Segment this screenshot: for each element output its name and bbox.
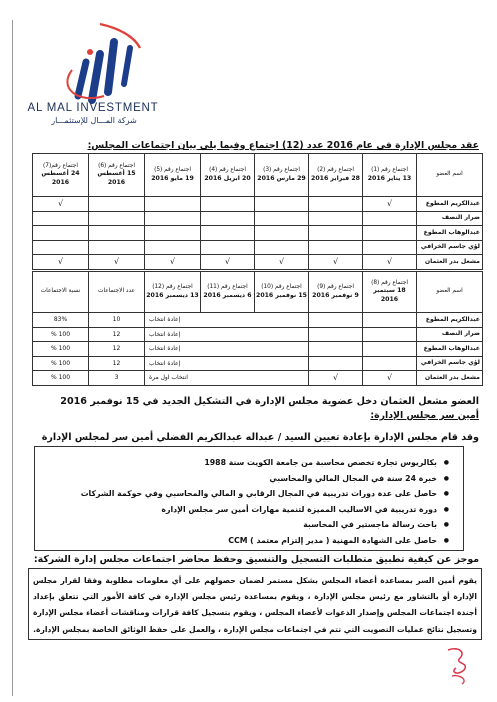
list-item: ● باحث رسالة ماجستير في المحاسبة (35, 517, 449, 533)
meeting-date: 13 يناير 2016 (367, 174, 412, 182)
table-row (33, 327, 483, 342)
attendance-ratio: 100 % (33, 342, 89, 357)
attendance-cell (201, 240, 255, 255)
table-header-row (33, 154, 483, 197)
meeting-header (201, 272, 255, 313)
table-header-row (33, 272, 483, 313)
attendance-cell: √ (363, 255, 417, 270)
member-name: عبدالوهاب المطوع (417, 226, 483, 241)
attendance-cell (255, 226, 309, 241)
election-note: إعادة انتخاب (145, 313, 309, 328)
table-row (33, 371, 483, 386)
attendance-ratio: 83% (33, 313, 89, 328)
table-row (33, 226, 483, 241)
attendance-cell (201, 197, 255, 212)
meeting-header (309, 272, 363, 313)
meeting-date: 20 ابريل 2016 (204, 174, 251, 182)
attendance-cell (363, 327, 417, 342)
meetings-headline: عقد مجلس الإدارة في عام 2016 عدد (12) اجتماع وفيما يلي بيان اجتماعات المجلس: (87, 140, 479, 151)
attendance-cell (363, 226, 417, 241)
attendance-cell (309, 327, 363, 342)
meeting-header (363, 272, 417, 313)
name-header: اسم العضو (417, 272, 483, 313)
meeting-date: 28 فبراير 2016 (311, 174, 360, 182)
attendance-cell (33, 211, 89, 226)
meeting-date: 18 سبتمبر 2016 (373, 287, 406, 303)
member-name: لؤي جاسم الخرافي (417, 356, 483, 371)
meeting-count: 12 (89, 342, 145, 357)
meeting-header (309, 154, 363, 197)
member-joined-note: العضو مشعل العثمان دخل عضوية مجلس الإدارة في التشكيل الجديد في 15 نوفمبر 2016 (60, 396, 479, 407)
table-row (33, 197, 483, 212)
attendance-cell (145, 197, 201, 212)
attendance-ratio: 100 % (33, 371, 89, 386)
attendance-cell (363, 211, 417, 226)
brief-text: يقوم أمين السر بمساعدة أعضاء المجلس بشكل مستمر لضمان حصولهم على أي معلومات مطلوبة وفقا لقرار مجلس الإدارة أو بالتشاور مع رئيس مجلس الإدارة ، ويقوم بمساعدة رئيس مجلس الإدارة في كافة الأمور التي تتعلق بإعداد أجندة اجتماعات المجلس وإصدار الدعوات لأعضاء المجلس ، ويقوم بتسجيل كافة قرارات ومناقشات أعضاء مجلس الإدارة وتسجيل نتائج عمليات التصويت التي تتم في اجتماعات مجلس الإدارة ، والعمل على حفظ الوثائق الخاصة بمجلس الإدارة. (33, 576, 477, 634)
election-note: إعادة انتخاب (145, 356, 309, 371)
attendance-cell: √ (363, 197, 417, 212)
meeting-header (145, 154, 201, 197)
attendance-cell (255, 240, 309, 255)
attendance-cell: √ (363, 371, 417, 386)
attendance-cell: √ (33, 197, 89, 212)
member-name: مشعل بدر العثمان (417, 255, 483, 270)
attendance-cell (201, 226, 255, 241)
attendance-cell: √ (255, 255, 309, 270)
attendance-cell (89, 211, 145, 226)
attendance-cell (363, 356, 417, 371)
election-note: إعادة انتخاب (145, 327, 309, 342)
attendance-cell (309, 197, 363, 212)
table-row (33, 240, 483, 255)
meeting-label: اجتماع رقم (3) (263, 167, 300, 174)
attendance-cell (309, 342, 363, 357)
attendance-cell (309, 211, 363, 226)
attendance-cell (255, 211, 309, 226)
meeting-date: 19 مايو 2016 (151, 174, 194, 182)
meeting-count: 3 (89, 371, 145, 386)
meeting-date: 9 نوفمبر 2016 (312, 291, 359, 299)
meeting-header (89, 154, 145, 197)
attendance-cell (145, 226, 201, 241)
attendance-cell (363, 342, 417, 357)
meeting-date: 13 ديسمبر 2016 (146, 291, 199, 299)
table-row (33, 356, 483, 371)
attendance-cell (33, 226, 89, 241)
secretary-heading: أمين سر مجلس الإدارة: (370, 410, 479, 421)
attendance-cell (145, 211, 201, 226)
meeting-date: 6 ديسمبر 2016 (203, 291, 252, 299)
meeting-header (363, 154, 417, 197)
meeting-count: 10 (89, 313, 145, 328)
list-item: ● حاصل على الشهادة المهنية ( مدير إلتزام معتمد ) CCM (35, 533, 449, 549)
member-name: عبدالوهاب المطوع (417, 342, 483, 357)
table-row (33, 211, 483, 226)
brief-heading: موجز عن كيفية تطبيق متطلبات التسجيل والتنسيق وحفظ محاضر اجتماعات مجلس إدارة الشركة: (33, 554, 479, 565)
attendance-cell (363, 313, 417, 328)
meeting-header (201, 154, 255, 197)
logo-mark-icon (38, 18, 168, 108)
attendance-cell (145, 240, 201, 255)
attendance-cell (309, 356, 363, 371)
qualifications-box (34, 446, 464, 551)
meeting-count: 12 (89, 356, 145, 371)
meeting-header (255, 272, 309, 313)
meetings-table-2 (32, 271, 483, 386)
name-header: اسم العضو (417, 154, 483, 197)
member-name: لؤي جاسم الخرافي (417, 240, 483, 255)
signature-mark (440, 642, 480, 690)
meeting-label: اجتماع رقم (12) (152, 284, 193, 291)
meeting-label: اجتماع رقم (9) (317, 284, 354, 291)
secretary-appointment: وقد قام مجلس الإدارة بإعادة تعيين السيد / عبداله عبدالكريم الفضلي أمين سر لمجلس الإدارة (41, 432, 479, 443)
attendance-ratio: 100 % (33, 356, 89, 371)
meeting-label: اجتماع رقم (5) (154, 167, 191, 174)
member-name: مشعل بدر العثمان (417, 371, 483, 386)
meeting-date: 15 نوفمبر 2016 (256, 291, 307, 299)
qualifications-list (35, 455, 449, 548)
attendance-cell (89, 226, 145, 241)
meeting-label: اجتماع رقم (8) (371, 280, 408, 287)
attendance-cell: √ (145, 255, 201, 270)
meeting-label: اجتماع رقم (11) (207, 284, 248, 291)
meeting-header (255, 154, 309, 197)
list-item: ● بكالريوس تجارة تخصص محاسبة من جامعة الكويت سنة 1988 (35, 455, 449, 471)
attendance-ratio: 100 % (33, 327, 89, 342)
attendance-cell (363, 240, 417, 255)
meeting-label: اجتماع رقم (6) (98, 163, 135, 170)
attendance-cell: √ (309, 255, 363, 270)
attendance-cell: √ (33, 255, 89, 270)
ratio-header: نسبة الاجتماعات (33, 272, 89, 313)
attendance-cell: √ (201, 255, 255, 270)
list-item: ● دورة تدريبية في الاساليب المميزة لتنمية مهارات أمين سر مجلس الإدارة (35, 502, 449, 518)
list-item: ● حاصل على عدة دورات تدريبية في المجال الرقابي و المالي والمحاسبي وفي حوكمة الشركات (35, 486, 449, 502)
member-name: عبدالكريم المطوع (417, 313, 483, 328)
list-item: ● خبرة 24 سنة في المجال المالي والمحاسبي (35, 471, 449, 487)
attendance-cell (33, 240, 89, 255)
brief-box (28, 568, 482, 640)
election-note: انتخاب اول مرة (145, 371, 309, 386)
attendance-cell (89, 240, 145, 255)
meeting-date: 24 أغسطس 2016 (41, 170, 80, 186)
member-name: عبدالكريم المطوع (417, 197, 483, 212)
meeting-count: 12 (89, 327, 145, 342)
meeting-label: اجتماع رقم(7) (42, 163, 79, 170)
table-row (33, 342, 483, 357)
attendance-cell (309, 240, 363, 255)
attendance-cell (201, 211, 255, 226)
meeting-date: 15 أغسطس 2016 (97, 170, 136, 186)
meetings-table-1 (32, 153, 483, 270)
count-header: عدد الاجتماعات (89, 272, 145, 313)
brand-name-ar: شركة المـــال للإستثمـــار (51, 116, 137, 125)
meeting-label: اجتماع رقم (10) (261, 284, 302, 291)
meeting-label: اجتماع رقم (1) (371, 167, 408, 174)
attendance-cell (255, 197, 309, 212)
signature-icon (440, 642, 480, 686)
table-row (33, 313, 483, 328)
attendance-cell (309, 313, 363, 328)
member-name: ضرار النصف (417, 327, 483, 342)
attendance-cell (309, 226, 363, 241)
brand-name-en: AL MAL INVESTMENT (27, 102, 159, 114)
margin-line (12, 20, 13, 696)
meeting-label: اجتماع رقم (4) (209, 167, 246, 174)
meeting-date: 29 مارس 2016 (257, 174, 306, 182)
member-name: ضرار النصف (417, 211, 483, 226)
table-row (33, 255, 483, 270)
meeting-header (33, 154, 89, 197)
meeting-label: اجتماع رقم (2) (317, 167, 354, 174)
attendance-cell: √ (89, 255, 145, 270)
election-note: إعادة انتخاب (145, 342, 309, 357)
attendance-cell: √ (309, 371, 363, 386)
attendance-cell (89, 197, 145, 212)
meeting-header (145, 272, 201, 313)
